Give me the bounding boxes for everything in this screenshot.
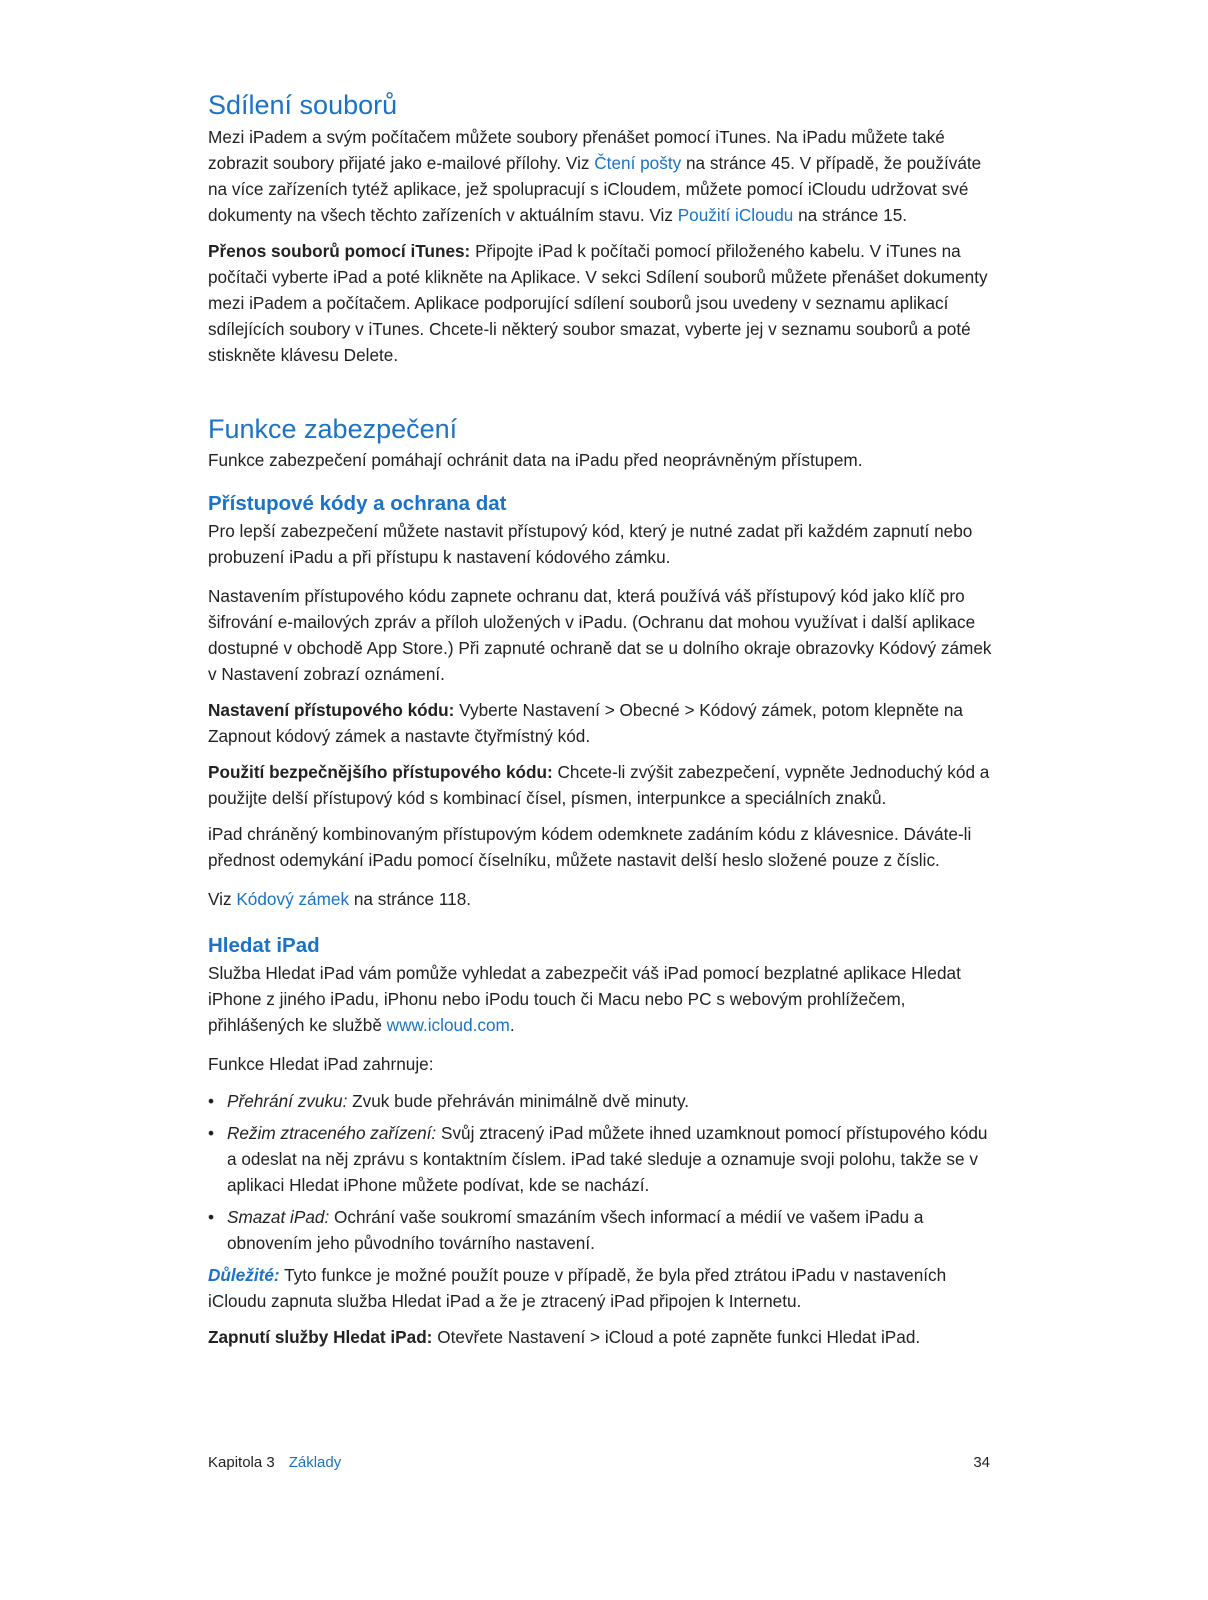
list-item bbox=[208, 1088, 998, 1114]
link-using-icloud[interactable]: Použití iCloudu bbox=[677, 205, 794, 225]
text: . bbox=[509, 1015, 515, 1035]
paragraph bbox=[208, 697, 998, 749]
footer-chapter: Kapitola 3 bbox=[208, 1454, 275, 1471]
paragraph bbox=[208, 759, 998, 811]
text: Mezi iPadem a svým počítačem můžete soubory přenášet pomocí iTunes. Na iPadu můžete také zobrazit soubory přijaté jako e-mailové přílohy. Viz bbox=[208, 127, 945, 173]
text: Tyto funkce je možné použít pouze v případě, že byla před ztrátou iPadu v nastaveních iCloudu zapnuta služba Hledat iPad a že je ztracený iPad připojen k Internetu. bbox=[208, 1265, 947, 1311]
list-item bbox=[208, 1204, 998, 1256]
paragraph bbox=[208, 124, 998, 228]
feature-list bbox=[208, 1088, 998, 1256]
text: Připojte iPad k počítači pomocí přiloženého kabelu. V iTunes na počítači vyberte iPad a poté klikněte na Aplikace. V sekci Sdílení souborů můžete přenášet dokumenty mezi iPadem a počítačem. Aplikace podporující sdílení souborů jsou uvedeny v seznamu aplikací sdílejících soubory v iTunes. Chcete-li některý soubor smazat, vyberte jej v seznamu souborů a poté stiskněte klávesu Delete. bbox=[208, 241, 988, 365]
paragraph: iPad chráněný kombinovaným přístupovým kódem odemknete zadáním kódu z klávesnice. Dáváte-li přednost odemykání iPadu pomocí číselníku, můžete nastavit delší heslo složené pouze z číslic. bbox=[208, 824, 972, 870]
link-passcode-lock[interactable]: Kódový zámek bbox=[236, 889, 350, 909]
paragraph: Nastavením přístupového kódu zapnete ochranu dat, která používá váš přístupový kód jako klíč pro šifrování e-mailových zpráv a příloh uložených v iPadu. (Ochranu dat mohou využívat i další aplikace dostupné v obchodě App Store.) Při zapnuté ochraně dat se u dolního okraje obrazovky Kódový zámek v Nastavení zobrazí oznámení. bbox=[208, 586, 992, 684]
text: Chcete-li zvýšit zabezpečení, vypněte Jednoduchý kód a použijte delší přístupový kód s kombinací čísel, písmen, interpunkce a speciálních znaků. bbox=[208, 762, 990, 808]
subsection-title-find-ipad: Hledat iPad bbox=[208, 934, 320, 957]
list-term: Přehrání zvuku: bbox=[227, 1091, 348, 1111]
subsection-title-passcodes: Přístupové kódy a ochrana dat bbox=[208, 492, 507, 515]
text: Služba Hledat iPad vám pomůže vyhledat a zabezpečit váš iPad pomocí bezplatné aplikace Hledat iPhone z jiného iPadu, iPhonu nebo iPodu touch či Macu nebo PC s webovým prohlížečem, přihlášených ke službě bbox=[208, 963, 961, 1035]
bold-lead: Přenos souborů pomocí iTunes: bbox=[208, 241, 471, 261]
footer-chapter-name-link[interactable]: Základy bbox=[288, 1454, 342, 1471]
bold-lead: Nastavení přístupového kódu: bbox=[208, 700, 455, 720]
link-icloud-com[interactable]: www.icloud.com bbox=[386, 1015, 510, 1035]
page-content bbox=[208, 88, 998, 1350]
text: Ochrání vaše soukromí smazáním všech informací a médií ve vašem iPadu a obnovením jeho původního továrního nastavení. bbox=[227, 1207, 924, 1253]
important-label: Důležité: bbox=[208, 1265, 280, 1285]
paragraph bbox=[208, 1262, 998, 1314]
bold-lead: Použití bezpečnějšího přístupového kódu: bbox=[208, 762, 553, 782]
paragraph: Pro lepší zabezpečení můžete nastavit přístupový kód, který je nutné zadat při každém zapnutí nebo probuzení iPadu a při přístupu k nastavení kódového zámku. bbox=[208, 521, 973, 567]
section-title-file-sharing: Sdílení souborů bbox=[208, 90, 398, 120]
bullet-icon: • bbox=[208, 1091, 215, 1111]
page-number: 34 bbox=[973, 1454, 990, 1471]
bold-lead: Zapnutí služby Hledat iPad: bbox=[208, 1327, 433, 1347]
text: Svůj ztracený iPad můžete ihned uzamknout pomocí přístupového kódu a odeslat na něj zprávu s kontaktním číslem. iPad také sleduje a oznamuje svoji polohu, takže se v aplikaci Hledat iPhone můžete podívat, kde se nachází. bbox=[227, 1123, 988, 1195]
text: Vyberte Nastavení > Obecné > Kódový zámek, potom klepněte na Zapnout kódový zámek a nastavte čtyřmístný kód. bbox=[208, 700, 963, 746]
text: na stránce 15. bbox=[793, 205, 908, 225]
text: Otevřete Nastavení > iCloud a poté zapněte funkci Hledat iPad. bbox=[432, 1327, 921, 1347]
text: Viz bbox=[208, 889, 237, 909]
list-term: Režim ztraceného zařízení: bbox=[227, 1123, 437, 1143]
paragraph bbox=[208, 238, 998, 368]
list-item bbox=[208, 1120, 998, 1198]
section-title-security: Funkce zabezpečení bbox=[208, 414, 458, 444]
paragraph bbox=[208, 1324, 998, 1350]
text: Zvuk bude přehráván minimálně dvě minuty. bbox=[347, 1091, 690, 1111]
paragraph bbox=[208, 886, 998, 912]
bullet-icon: • bbox=[208, 1123, 215, 1143]
paragraph: Funkce Hledat iPad zahrnuje: bbox=[208, 1054, 434, 1074]
paragraph bbox=[208, 960, 998, 1038]
link-reading-mail[interactable]: Čtení pošty bbox=[594, 153, 682, 173]
text: na stránce 118. bbox=[349, 889, 472, 909]
paragraph: Funkce zabezpečení pomáhají ochránit data na iPadu před neoprávněným přístupem. bbox=[208, 450, 863, 470]
text: na stránce 45. V případě, že používáte na více zařízeních tytéž aplikace, jež spolupracují s iCloudem, můžete pomocí iCloudu udržovat své dokumenty na všech těchto zařízeních v aktuálním stavu. Viz bbox=[208, 153, 982, 225]
page-footer bbox=[208, 1454, 990, 1471]
list-term: Smazat iPad: bbox=[227, 1207, 330, 1227]
bullet-icon: • bbox=[208, 1207, 215, 1227]
